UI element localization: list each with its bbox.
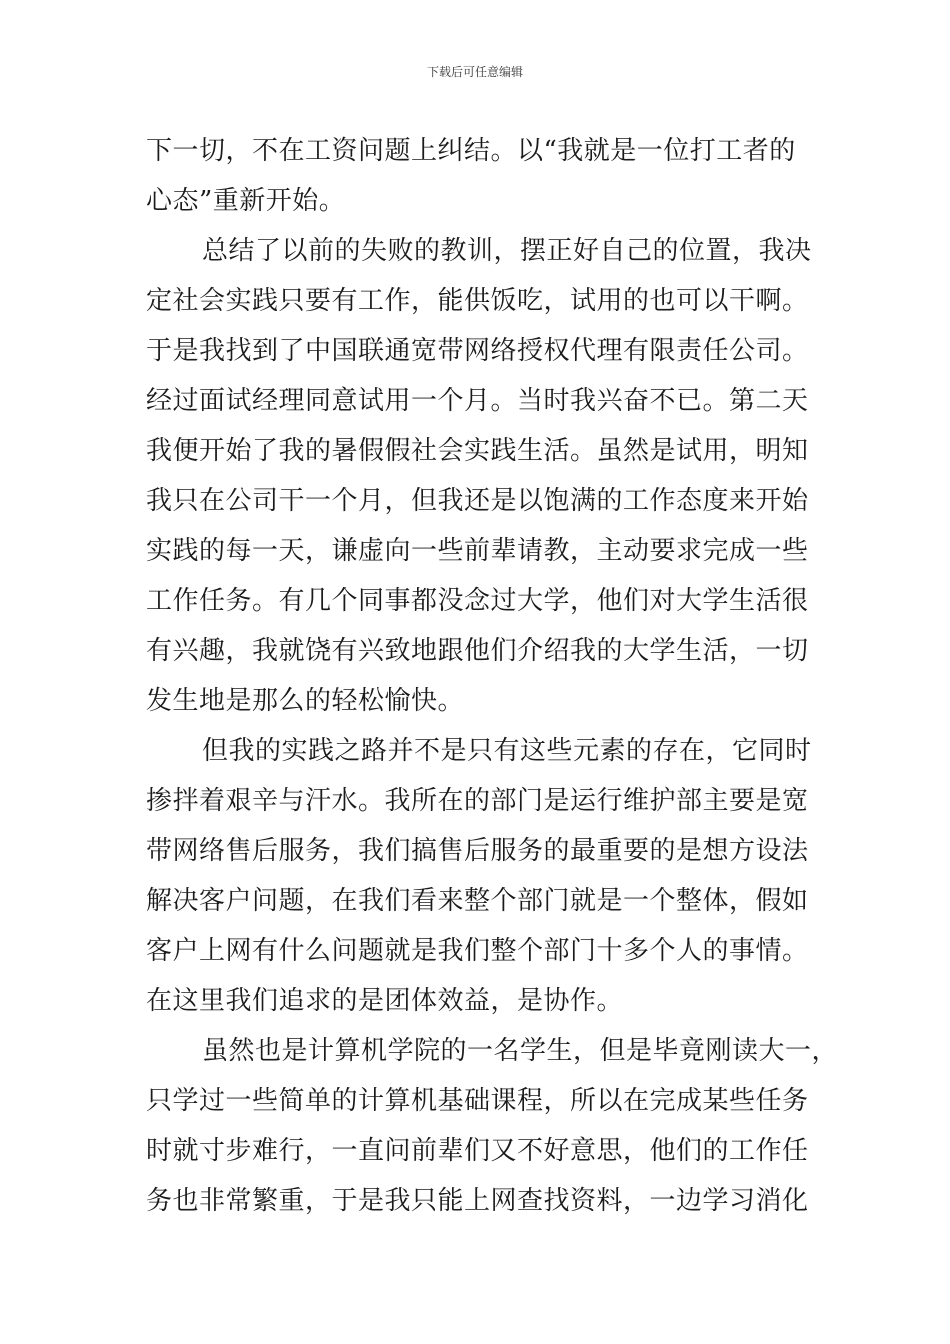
text-line: 只学过一些简单的计算机基础课程，所以在完成某些任务 [146,1086,809,1116]
text-line: 经过面试经理同意试用一个月。当时我兴奋不已。第二天 [146,386,809,416]
text-line: 在这里我们追求的是团体效益，是协作。 [146,986,624,1016]
paragraph-start-line: 虽然也是计算机学院的一名学生，但是毕竟刚读大一， [202,1036,839,1066]
text-line: 我只在公司干一个月，但我还是以饱满的工作态度来开始 [146,486,809,516]
document-body [146,126,839,1226]
text-line: 务也非常繁重，于是我只能上网查找资料，一边学习消化 [146,1186,809,1216]
paragraph-start-line: 总结了以前的失败的教训，摆正好自己的位置，我决 [202,236,812,266]
text-line: 我便开始了我的暑假假社会实践生活。虽然是试用，明知 [146,436,809,466]
text-line: 掺拌着艰辛与汗水。我所在的部门是运行维护部主要是宽 [146,786,809,816]
text-line: 工作任务。有几个同事都没念过大学，他们对大学生活很 [146,586,809,616]
text-line: 客户上网有什么问题就是我们整个部门十多个人的事情。 [146,936,809,966]
page-header: 下载后可任意编辑 [426,65,523,79]
text-line: 于是我找到了中国联通宽带网络授权代理有限责任公司。 [146,336,809,366]
text-line: 下一切，不在工资问题上纠结。以“我就是一位打工者的 [146,136,796,166]
text-line: 心态”重新开始。 [146,186,346,216]
text-line: 发生地是那么的轻松愉快。 [146,686,465,716]
paragraph-start-line: 但我的实践之路并不是只有这些元素的存在，它同时 [202,736,812,766]
text-line: 时就寸步难行，一直问前辈们又不好意思，他们的工作任 [146,1136,809,1166]
text-line: 解决客户问题，在我们看来整个部门就是一个整体，假如 [146,886,809,916]
text-line: 定社会实践只要有工作，能供饭吃，试用的也可以干啊。 [146,286,809,316]
text-line: 带网络售后服务，我们搞售后服务的最重要的是想方设法 [146,836,809,866]
text-line: 有兴趣，我就饶有兴致地跟他们介绍我的大学生活，一切 [146,636,809,666]
text-line: 实践的每一天，谦虚向一些前辈请教，主动要求完成一些 [146,536,809,566]
